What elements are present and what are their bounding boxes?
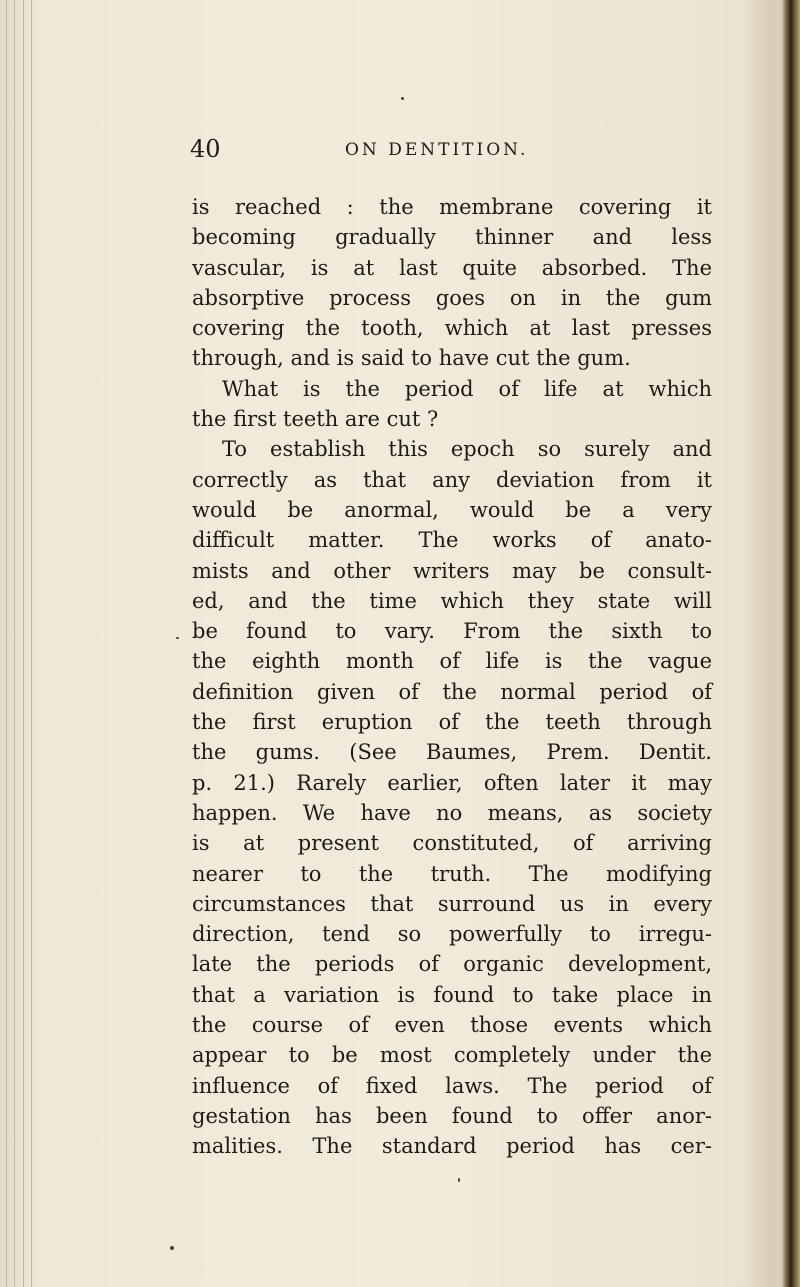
gutter-line <box>6 0 7 1287</box>
text-line: be found to vary. From the sixth to <box>192 619 712 644</box>
text-line: absorptive process goes on in the gum <box>192 285 712 310</box>
text-line: vascular, is at last quite absorbed. The <box>192 255 712 280</box>
text-line: the course of even those events which <box>192 1013 712 1038</box>
page-header <box>190 134 700 164</box>
text-line: direction, tend so powerfully to irregu- <box>192 922 712 947</box>
gutter-line <box>23 0 24 1287</box>
paper-speck <box>176 637 179 639</box>
text-line: covering the tooth, which at last presses <box>192 316 712 341</box>
body-text <box>192 192 712 1162</box>
text-line: appear to be most completely under the <box>192 1043 712 1068</box>
text-line: ed, and the time which they state will <box>192 588 712 613</box>
paper-speck <box>170 1246 174 1250</box>
text-line: is at present constituted, of arriving <box>192 831 712 856</box>
text-line: becoming gradually thinner and less <box>192 225 712 250</box>
gutter-line <box>14 0 15 1287</box>
page-number: 40 <box>190 135 221 163</box>
text-line: happen. We have no means, as society <box>192 800 712 825</box>
text-line: correctly as that any deviation from it <box>192 467 712 492</box>
text-line: is reached : the membrane covering it <box>192 195 712 219</box>
text-line: influence of fixed laws. The period of <box>192 1073 712 1098</box>
running-title: ON DENTITION. <box>345 140 529 160</box>
text-line: the first teeth are cut ? <box>192 407 439 432</box>
text-line: What is the period of life at which <box>222 376 712 401</box>
gutter-line <box>31 0 32 1287</box>
text-line: p. 21.) Rarely earlier, often later it may <box>192 770 712 795</box>
text-line: late the periods of organic development, <box>192 952 712 977</box>
text-line: To establish this epoch so surely and <box>222 437 712 462</box>
text-line: would be anormal, would be a very <box>192 497 712 522</box>
text-line: gestation has been found to offer anor- <box>192 1103 712 1128</box>
text-line: circumstances that surround us in every <box>192 891 712 916</box>
paper-speck <box>401 97 404 100</box>
text-line: definition given of the normal period of <box>192 679 712 704</box>
text-line: the eighth month of life is the vague <box>192 649 712 674</box>
text-line: the first eruption of the teeth through <box>192 710 712 735</box>
text-line: nearer to the truth. The modifying <box>192 861 712 886</box>
text-line: through, and is said to have cut the gum. <box>192 346 631 371</box>
text-line: malities. The standard period has cer- <box>192 1134 712 1159</box>
text-line: difficult matter. The works of anato- <box>192 528 712 553</box>
text-line: the gums. (See Baumes, Prem. Dentit. <box>192 740 712 765</box>
page-binding-edge <box>782 0 800 1287</box>
paper-speck <box>458 1178 460 1182</box>
text-line: that a variation is found to take place in <box>192 982 712 1007</box>
text-line: mists and other writers may be consult- <box>192 558 712 583</box>
